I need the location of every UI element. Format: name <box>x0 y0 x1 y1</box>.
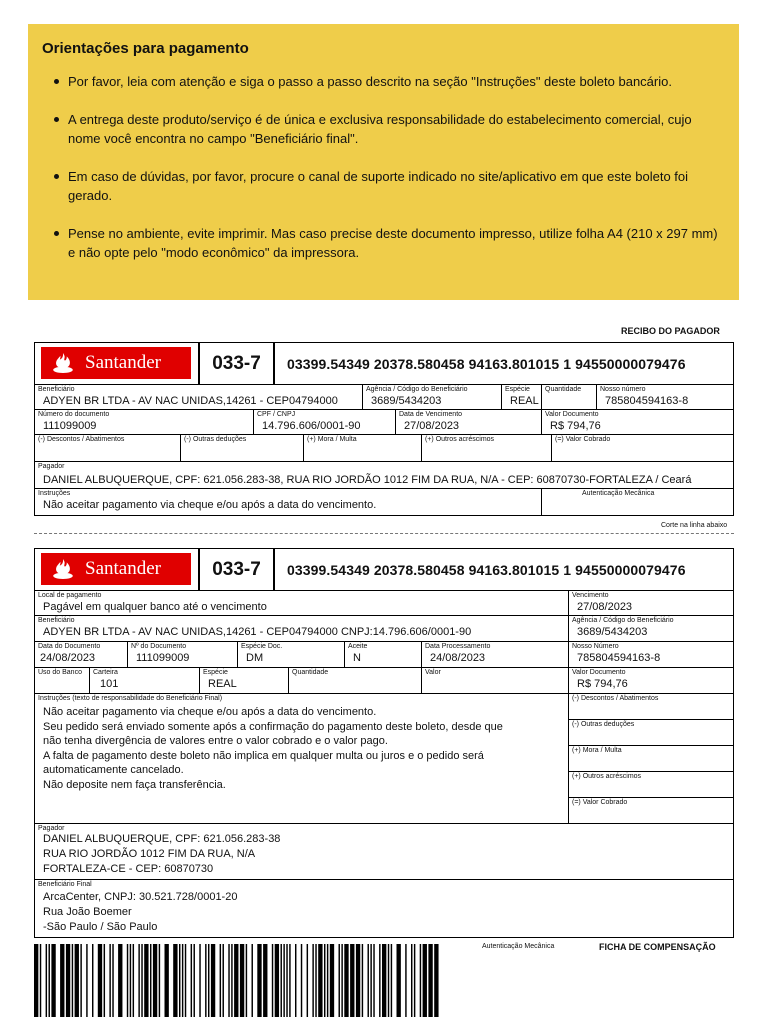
bank-use-field <box>35 668 90 694</box>
field-label: Local de pagamento <box>38 592 102 599</box>
mechanical-auth-label: Autenticação Mecânica <box>482 943 555 950</box>
barcode-bar <box>153 944 157 1017</box>
compensation-box <box>34 548 734 938</box>
barcode-bar <box>330 944 334 1017</box>
barcode-bar <box>40 944 41 1017</box>
barcode-bar <box>34 944 38 1017</box>
field-value: 27/08/2023 <box>577 601 633 613</box>
notice-item: A entrega deste produto/serviço é de única e exclusiva responsabilidade do estabelecimento comercial, cujo nome você encontra no campo "Beneficiário final". <box>42 110 723 148</box>
barcode-bar <box>141 944 142 1017</box>
field-value: DANIEL ALBUQUERQUE, CPF: 621.056.283-38, RUA RIO JORDÃO 1012 FIM DA RUA, N/A - CEP: 60870730-FORTALEZA / Ceará <box>43 474 692 486</box>
field-value: 785804594163-8 <box>577 652 661 664</box>
payer-field <box>35 462 733 489</box>
digitable-line: 03399.54349 20378.580458 94163.801015 1 94550000079476 <box>287 561 686 578</box>
barcode-bar <box>240 944 244 1017</box>
field-label: (+) Mora / Multa <box>572 747 622 754</box>
notice-list <box>42 72 723 262</box>
barcode-bar <box>252 944 253 1017</box>
barcode-bar <box>283 944 284 1017</box>
barcode-bar <box>257 944 261 1017</box>
field-value: ArcaCenter, CNPJ: 30.521.728/0001-20 Rua João Boemer -São Paulo / São Paulo <box>43 891 238 933</box>
payment-guidance-notice <box>28 24 739 300</box>
barcode-bar <box>194 944 195 1017</box>
barcode-bar <box>379 944 380 1017</box>
barcode-bar <box>49 944 50 1017</box>
barcode-bar <box>272 944 273 1017</box>
due-date-field <box>396 410 542 435</box>
our-number-field <box>597 385 733 410</box>
acceptance-field <box>345 642 422 668</box>
santander-logo <box>41 347 191 379</box>
field-label: Quantidade <box>292 669 329 676</box>
receipt-title: RECIBO DO PAGADOR <box>621 326 720 336</box>
barcode-bar <box>179 944 180 1017</box>
barcode-bar <box>205 944 206 1017</box>
field-label: Agência / Código do Beneficiário <box>366 386 468 393</box>
other-deductions-field <box>569 720 733 746</box>
notice-item: Por favor, leia com atenção e siga o passo a passo descrito na seção "Instruções" deste boleto bancário. <box>42 72 723 91</box>
barcode-bar <box>434 944 438 1017</box>
barcode-bar <box>159 944 160 1017</box>
barcode-bar <box>211 944 215 1017</box>
field-label: Valor Documento <box>545 411 599 418</box>
processing-date-field <box>422 642 569 668</box>
barcode-bar <box>327 944 328 1017</box>
barcode-bar <box>315 944 316 1017</box>
field-label: (+) Mora / Multa <box>307 436 357 443</box>
field-value: Não aceitar pagamento via cheque e/ou após a data do vencimento. Seu pedido será enviado somente após a confirmação do pagamento deste boleto, desde que não tenha divergência de valores entre o valor cobrado e o valor pago. A falta de pagamento deste boleto não implica em qualquer multa ou juros e o pedido será automaticamente cancelado. Não deposite nem faça transferência. <box>43 706 503 791</box>
field-label: Quantidade <box>545 386 582 393</box>
payer-field <box>35 824 733 880</box>
field-value: ADYEN BR LTDA - AV NAC UNIDAS,14261 - CEP04794000 <box>43 395 338 407</box>
field-label: Agência / Código do Beneficiário <box>572 617 674 624</box>
wallet-field <box>90 668 200 694</box>
barcode-bar <box>318 944 322 1017</box>
field-value: 101 <box>100 678 119 690</box>
barcode-bar <box>362 944 363 1017</box>
field-label: Nosso Número <box>572 643 619 650</box>
field-label: Vencimento <box>572 592 609 599</box>
field-label: (-) Outras deduções <box>572 721 635 728</box>
barcode-bar <box>344 944 348 1017</box>
notice-item: Pense no ambiente, evite imprimir. Mas caso precise deste documento impresso, utilize folha A4 (210 x 297 mm) e não opte pelo "modo econômico" da impressora. <box>42 224 723 262</box>
field-label: Pagador <box>38 825 65 832</box>
document-value-field <box>542 410 733 435</box>
quantity-field <box>542 385 597 410</box>
barcode-bar <box>75 944 79 1017</box>
instructions-field <box>35 694 569 824</box>
field-value: R$ 794,76 <box>577 678 628 690</box>
field-label: Data Processamento <box>425 643 491 650</box>
barcode-bar <box>286 944 287 1017</box>
field-value: Pagável em qualquer banco até o vencimento <box>43 601 267 613</box>
field-value: Não aceitar pagamento via cheque e/ou após a data do vencimento. <box>43 499 377 511</box>
barcode-bar <box>60 944 64 1017</box>
barcode-bar <box>295 944 296 1017</box>
field-label: Beneficiário <box>38 386 75 393</box>
field-value: 111099009 <box>136 652 190 664</box>
barcode-bar <box>220 944 221 1017</box>
field-label: Beneficiário <box>38 617 75 624</box>
discounts-field <box>569 694 733 720</box>
document-species-field <box>238 642 345 668</box>
barcode-bar <box>118 944 122 1017</box>
santander-flame-icon <box>51 557 81 581</box>
field-value: 27/08/2023 <box>404 420 460 432</box>
final-beneficiary-field <box>35 880 733 937</box>
barcode-bar <box>312 944 313 1017</box>
barcode-bar <box>263 944 267 1017</box>
barcode-bar <box>246 944 247 1017</box>
santander-flame-icon <box>51 351 81 375</box>
barcode-bar <box>388 944 389 1017</box>
field-label: Nº do Documento <box>131 643 187 650</box>
field-value: 3689/5434203 <box>371 395 442 407</box>
due-date-field <box>569 591 733 616</box>
bank-code: 033-7 <box>198 343 275 384</box>
barcode-bar <box>208 944 209 1017</box>
compensation-header <box>35 549 733 591</box>
field-label: Número do documento <box>38 411 110 418</box>
barcode-bar <box>391 944 392 1017</box>
barcode-bar <box>86 944 87 1017</box>
field-label: (-) Descontos / Abatimentos <box>38 436 125 443</box>
field-label: Nosso número <box>600 386 646 393</box>
barcode-bar <box>150 944 151 1017</box>
notice-title: Orientações para pagamento <box>42 40 249 57</box>
barcode-bar <box>138 944 139 1017</box>
field-label: Carteira <box>93 669 118 676</box>
field-label: CPF / CNPJ <box>257 411 296 418</box>
barcode-bar <box>281 944 282 1017</box>
charged-value-field <box>569 798 733 824</box>
barcode-bar <box>51 944 55 1017</box>
field-value: 14.796.606/0001-90 <box>262 420 361 432</box>
notice-item: Em caso de dúvidas, por favor, procure o canal de suporte indicado no site/aplicativo em que este boleto foi gerado. <box>42 167 723 205</box>
barcode-bar <box>130 944 131 1017</box>
field-label: Instruções <box>38 490 71 497</box>
barcode-bar <box>423 944 427 1017</box>
field-label: Espécie <box>505 386 530 393</box>
field-label: Espécie <box>203 669 228 676</box>
field-value: 24/08/2023 <box>40 652 96 664</box>
compensation-title: FICHA DE COMPENSAÇÃO <box>599 942 716 952</box>
digitable-line: 03399.54349 20378.580458 94163.801015 1 94550000079476 <box>287 355 686 372</box>
barcode-bar <box>72 944 73 1017</box>
bank-code: 033-7 <box>198 549 275 590</box>
receipt-header <box>35 343 733 385</box>
mechanical-auth-field <box>542 489 733 515</box>
field-label: (-) Outras deduções <box>184 436 247 443</box>
discounts-field <box>35 435 181 462</box>
field-value: 24/08/2023 <box>430 652 486 664</box>
field-label: Aceite <box>348 643 368 650</box>
field-label: Data de Vencimento <box>399 411 463 418</box>
barcode-bar <box>339 944 340 1017</box>
barcode-bar <box>133 944 134 1017</box>
barcode-bar <box>185 944 186 1017</box>
field-value: REAL <box>510 395 539 407</box>
barcode-bar <box>98 944 102 1017</box>
barcode-bar <box>228 944 229 1017</box>
barcode-bar <box>368 944 369 1017</box>
field-value: ADYEN BR LTDA - AV NAC UNIDAS,14261 - CEP04794000 CNPJ:14.796.606/0001-90 <box>43 626 472 638</box>
barcode-bar <box>307 944 308 1017</box>
field-label: Espécie Doc. <box>241 643 283 650</box>
cut-line-label: Corte na linha abaixo <box>661 522 728 529</box>
other-additions-field <box>422 435 552 462</box>
receipt-box <box>34 342 734 516</box>
field-label: Instruções (texto de responsabilidade do Beneficiário Final) <box>38 695 223 702</box>
field-value: 785804594163-8 <box>605 395 689 407</box>
barcode-bar <box>199 944 200 1017</box>
barcode-bar <box>411 944 412 1017</box>
barcode-bar <box>182 944 183 1017</box>
barcode-bar <box>341 944 342 1017</box>
barcode-bar <box>275 944 279 1017</box>
barcode-bar <box>92 944 93 1017</box>
other-deductions-field <box>181 435 304 462</box>
barcode-bar <box>231 944 232 1017</box>
document-value-field <box>569 668 733 694</box>
barcode-bar <box>428 944 432 1017</box>
field-value: DANIEL ALBUQUERQUE, CPF: 621.056.283-38 RUA RIO JORDÃO 1012 FIM DA RUA, N/A FORTALEZA-CE - CEP: 60870730 <box>43 833 281 875</box>
barcode-bar <box>373 944 374 1017</box>
barcode <box>34 944 442 1017</box>
field-label: Uso do Banco <box>38 669 82 676</box>
field-label: Beneficiário Final <box>38 881 92 888</box>
cut-line <box>34 533 734 534</box>
barcode-bar <box>370 944 371 1017</box>
document-date-field <box>35 642 128 668</box>
field-value: 111099009 <box>43 420 97 432</box>
field-label: Valor <box>425 669 441 676</box>
barcode-bar <box>191 944 192 1017</box>
barcode-bar <box>289 944 290 1017</box>
bank-name: Santander <box>85 558 161 579</box>
santander-logo <box>41 553 191 585</box>
species-field <box>200 668 289 694</box>
field-label: Data do Documento <box>38 643 101 650</box>
field-value: N <box>353 652 361 664</box>
barcode-bar <box>173 944 177 1017</box>
document-number-field <box>128 642 238 668</box>
other-additions-field <box>569 772 733 798</box>
charged-value-field <box>552 435 733 462</box>
bank-name: Santander <box>85 352 161 373</box>
barcode-bar <box>104 944 105 1017</box>
our-number-field <box>569 642 733 668</box>
barcode-bar <box>165 944 169 1017</box>
barcode-bar <box>301 944 302 1017</box>
barcode-bar <box>80 944 81 1017</box>
cpf-cnpj-field <box>254 410 396 435</box>
barcode-bar <box>234 944 238 1017</box>
barcode-bar <box>46 944 47 1017</box>
field-label: (+) Outros acréscimos <box>425 436 495 443</box>
field-label: Valor Documento <box>572 669 626 676</box>
barcode-bar <box>350 944 354 1017</box>
field-value: 3689/5434203 <box>577 626 648 638</box>
instructions-field <box>35 489 542 515</box>
field-label: Pagador <box>38 463 65 470</box>
barcode-bar <box>405 944 406 1017</box>
document-number-field <box>35 410 254 435</box>
field-label: Autenticação Mecânica <box>582 490 655 497</box>
field-label: (-) Descontos / Abatimentos <box>572 695 659 702</box>
field-label: (=) Valor Cobrado <box>572 799 628 806</box>
barcode-bar <box>66 944 70 1017</box>
barcode-bar <box>112 944 113 1017</box>
agency-field <box>363 385 502 410</box>
field-value: REAL <box>208 678 237 690</box>
species-field <box>502 385 542 410</box>
barcode-bar <box>420 944 421 1017</box>
field-value: DM <box>246 652 264 664</box>
field-value: R$ 794,76 <box>550 420 601 432</box>
beneficiary-field <box>35 616 569 642</box>
barcode-bar <box>144 944 148 1017</box>
agency-field <box>569 616 733 642</box>
late-fee-field <box>304 435 422 462</box>
barcode-bar <box>324 944 325 1017</box>
field-label: (+) Outros acréscimos <box>572 773 642 780</box>
barcode-bar <box>356 944 360 1017</box>
barcode-bar <box>109 944 110 1017</box>
barcode-bar <box>382 944 386 1017</box>
value-field <box>422 668 569 694</box>
barcode-bar <box>127 944 128 1017</box>
quantity-field <box>289 668 422 694</box>
barcode-bar <box>414 944 415 1017</box>
barcode-bar <box>223 944 224 1017</box>
payment-place-field <box>35 591 569 616</box>
barcode-bar <box>397 944 401 1017</box>
field-label: (=) Valor Cobrado <box>555 436 611 443</box>
late-fee-field <box>569 746 733 772</box>
beneficiary-field <box>35 385 363 410</box>
